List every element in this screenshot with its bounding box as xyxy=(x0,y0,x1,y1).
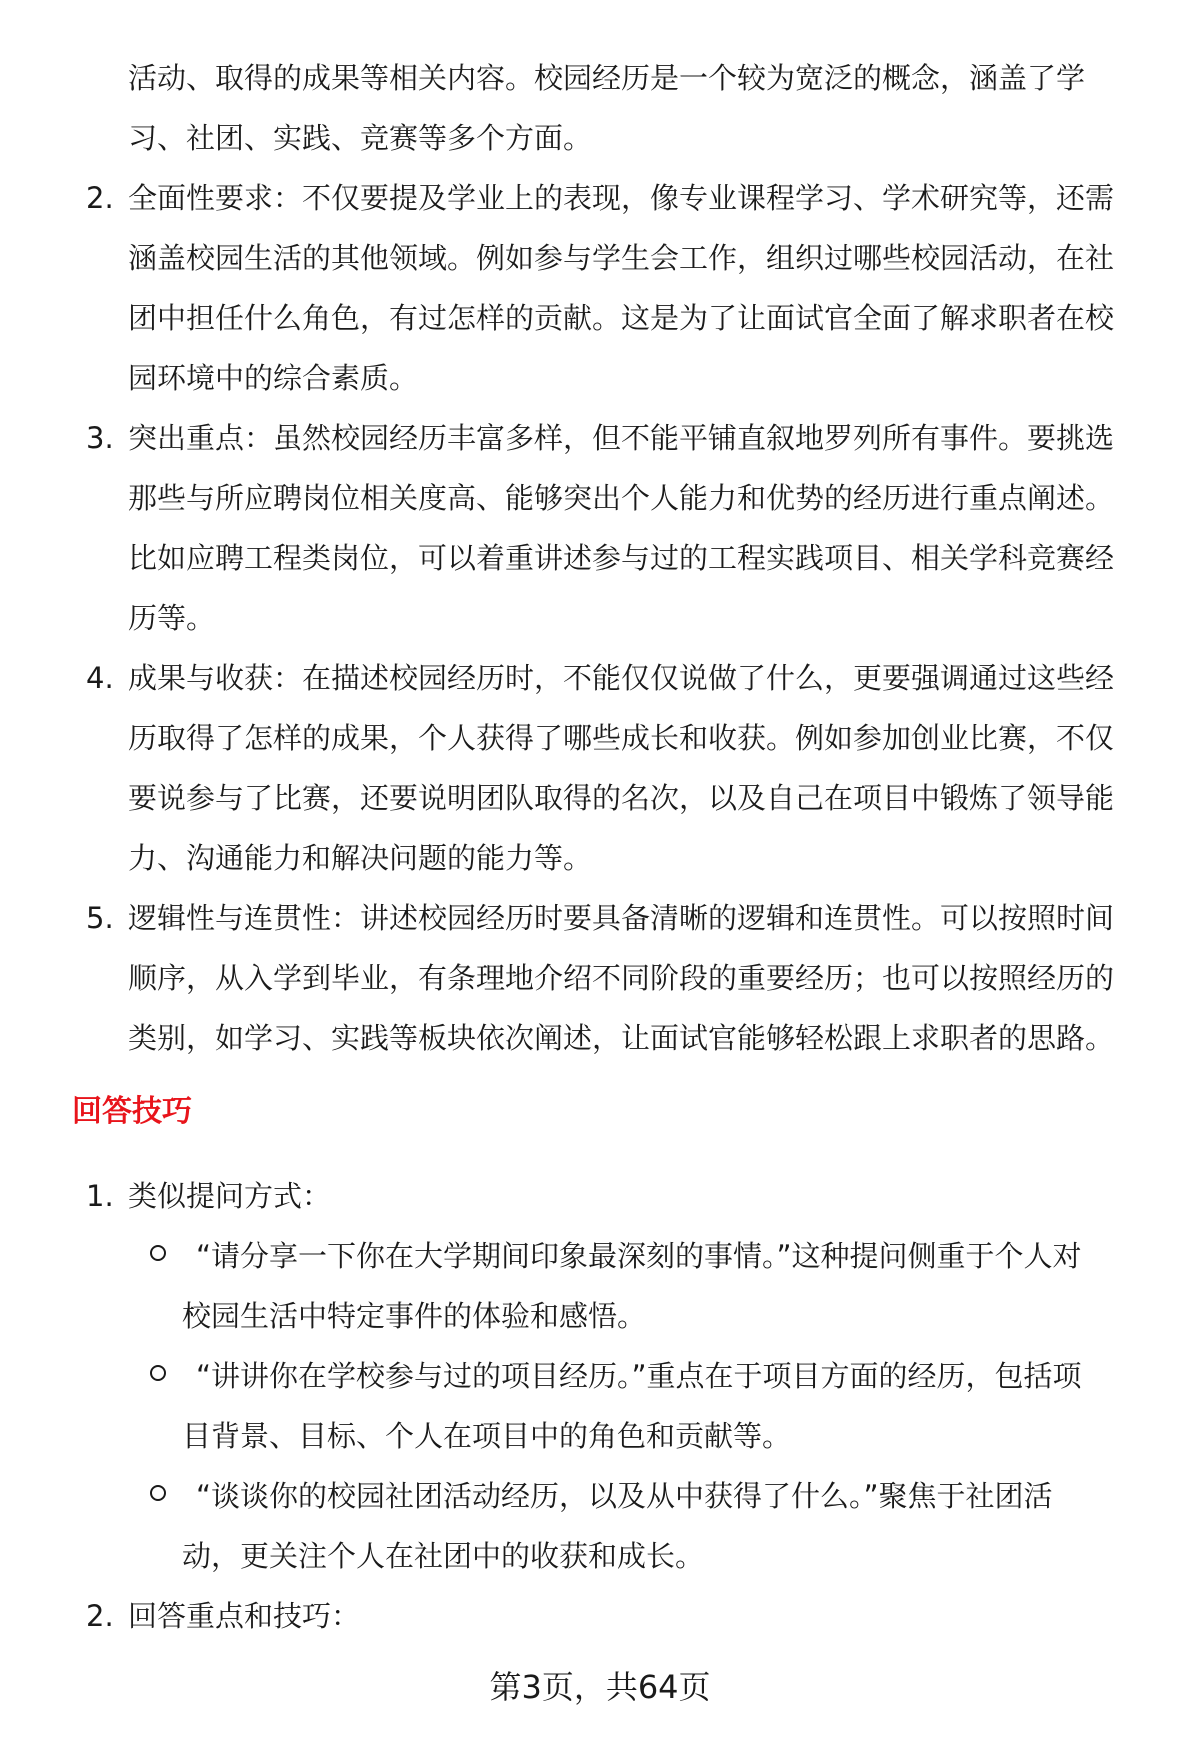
list-number: 2. xyxy=(86,1599,114,1633)
list-item-line: 顺序，从入学到毕业，有条理地介绍不同阶段的重要经历；也可以按照经历的 xyxy=(128,961,1115,995)
bullet-line: “谈谈你的校园社团活动经历，以及从中获得了什么。”聚焦于社团活 xyxy=(196,1479,1053,1513)
list-number: 5. xyxy=(86,901,114,935)
hollow-bullet-icon xyxy=(150,1245,166,1261)
list-item-line: 历取得了怎样的成果，个人获得了哪些成长和收获。例如参加创业比赛，不仅 xyxy=(128,721,1115,755)
list-number: 3. xyxy=(86,421,114,455)
list-item-line: 全面性要求：不仅要提及学业上的表现，像专业课程学习、学术研究等，还需 xyxy=(128,181,1115,215)
intro-line: 习、社团、实践、竞赛等多个方面。 xyxy=(128,121,593,155)
list-item-line: 涵盖校园生活的其他领域。例如参与学生会工作，组织过哪些校园活动，在社 xyxy=(128,241,1115,275)
hollow-bullet-icon xyxy=(150,1365,166,1381)
list-item-label: 类似提问方式： xyxy=(128,1179,332,1213)
list-item-line: 那些与所应聘岗位相关度高、能够突出个人能力和优势的经历进行重点阐述。 xyxy=(128,481,1115,515)
list-item-line: 类别，如学习、实践等板块依次阐述，让面试官能够轻松跟上求职者的思路。 xyxy=(128,1021,1115,1055)
bullet-line: 校园生活中特定事件的体验和感悟。 xyxy=(182,1299,647,1333)
hollow-bullet-icon xyxy=(150,1485,166,1501)
list-item-label: 回答重点和技巧： xyxy=(128,1599,361,1633)
section-heading: 回答技巧 xyxy=(72,1094,192,1129)
bullet-line: “讲讲你在学校参与过的项目经历。”重点在于项目方面的经历，包括项 xyxy=(196,1359,1082,1393)
list-number: 2. xyxy=(86,181,114,215)
bullet-line: 目背景、目标、个人在项目中的角色和贡献等。 xyxy=(182,1419,792,1453)
bullet-line: 动，更关注个人在社团中的收获和成长。 xyxy=(182,1539,705,1573)
bullet-line: “请分享一下你在大学期间印象最深刻的事情。”这种提问侧重于个人对 xyxy=(196,1239,1082,1273)
intro-line: 活动、取得的成果等相关内容。校园经历是一个较为宽泛的概念，涵盖了学 xyxy=(128,61,1086,95)
list-item-line: 力、沟通能力和解决问题的能力等。 xyxy=(128,841,593,875)
list-item-line: 园环境中的综合素质。 xyxy=(128,361,419,395)
list-item-line: 要说参与了比赛，还要说明团队取得的名次，以及自己在项目中锻炼了领导能 xyxy=(128,781,1115,815)
list-item-line: 逻辑性与连贯性：讲述校园经历时要具备清晰的逻辑和连贯性。可以按照时间 xyxy=(128,901,1115,935)
list-item-line: 比如应聘工程类岗位，可以着重讲述参与过的工程实践项目、相关学科竞赛经 xyxy=(128,541,1115,575)
list-item-line: 突出重点：虽然校园经历丰富多样，但不能平铺直叙地罗列所有事件。要挑选 xyxy=(128,421,1115,455)
list-number: 4. xyxy=(86,661,114,695)
list-item-line: 成果与收获：在描述校园经历时，不能仅仅说做了什么，更要强调通过这些经 xyxy=(128,661,1115,695)
page-footer: 第3页，共64页 xyxy=(489,1668,711,1706)
list-number: 1. xyxy=(86,1179,114,1213)
list-item-line: 团中担任什么角色，有过怎样的贡献。这是为了让面试官全面了解求职者在校 xyxy=(128,301,1115,335)
list-item-line: 历等。 xyxy=(128,601,216,635)
